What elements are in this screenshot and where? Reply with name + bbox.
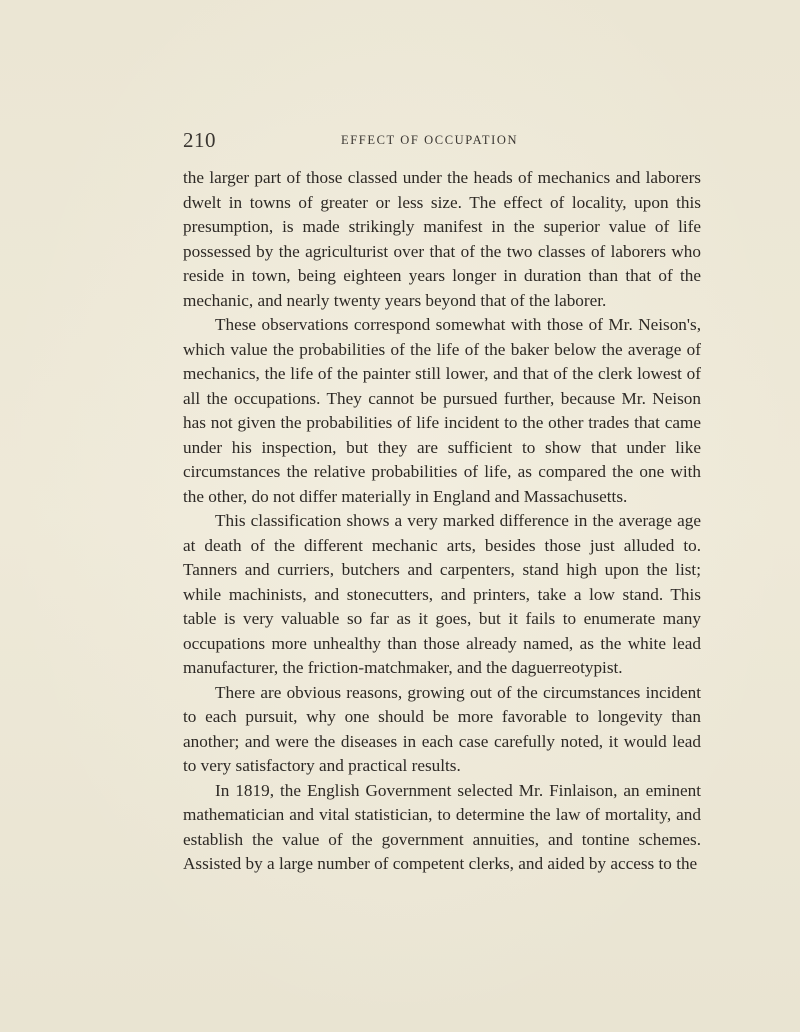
- paragraph: In 1819, the English Government selected Mr. Finlaison, an eminent mathematician and vital statistician, to determine the law of mortality, and establish the value of the government annuities, and tontine schemes. Assisted by a large number of competent clerks, and aided by access to the: [183, 780, 701, 873]
- running-head: EFFECT OF OCCUPATION: [341, 133, 519, 147]
- body-text: [183, 166, 701, 877]
- page-number: 210: [183, 128, 216, 152]
- page-header: [183, 128, 700, 154]
- paragraph: These observations correspond somewhat with those of Mr. Neison's, which value the probabilities of the life of the baker below the average of mechanics, the life of the painter still lower, and that of the clerk lowest of all the occupations. They cannot be pursued further, because Mr. Neison has not given the probabilities of life incident to the other trades that came under his inspection, but they are sufficient to show that under like circumstances the relative probabilities of life, as compared the one with the other, do not differ materially in England and Massachusetts.: [183, 315, 701, 506]
- paragraph: the larger part of those classed under the heads of mechanics and laborers dwelt in towns of greater or less size. The effect of locality, upon this presumption, is made strikingly manifest in the superior value of life possessed by the agriculturist over that of the two classes of laborers who reside in town, being eighteen years longer in duration than that of the mechanic, and nearly twenty years beyond that of the laborer.: [183, 168, 701, 310]
- paragraph: There are obvious reasons, growing out of the circumstances incident to each pursuit, why one should be more favorable to longevity than another; and were the diseases in each case carefully noted, it would lead to very satisfactory and practical results.: [183, 682, 701, 775]
- paragraph: This classification shows a very marked difference in the average age at death of the different mechanic arts, besides those just alluded to. Tanners and curriers, butchers and carpenters, stand high upon the list; while machinists, and stonecutters, and printers, take a low stand. This table is very valuable so far as it goes, but it fails to enumerate many occupations more unhealthy than those already named, as the white lead manufacturer, the friction-matchmaker, and the daguerreotypist.: [183, 511, 701, 677]
